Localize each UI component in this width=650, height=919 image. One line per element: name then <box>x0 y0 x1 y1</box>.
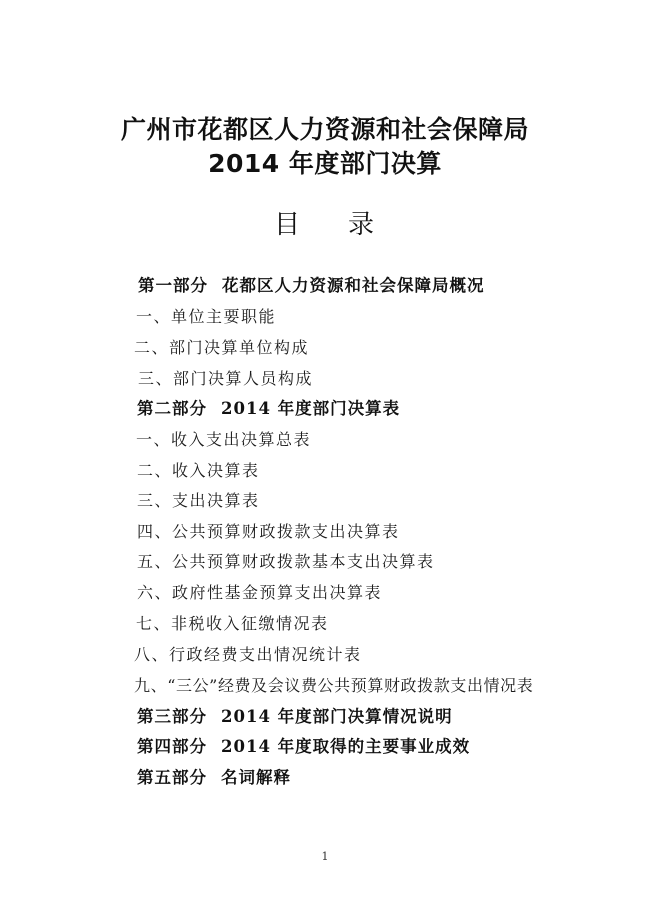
toc-item: 五、公共预算财政拨款基本支出决算表 <box>137 552 435 571</box>
toc-item: 四、公共预算财政拨款支出决算表 <box>137 522 400 541</box>
toc-heading-left: 目 <box>273 210 302 240</box>
page-number: 1 <box>321 850 329 863</box>
toc-item: 八、行政经费支出情况统计表 <box>134 645 362 664</box>
toc-part-5-label: 第五部分 <box>137 768 207 787</box>
toc-part-1-title: 花都区人力资源和社会保障局概况 <box>222 276 485 295</box>
toc-part-5 <box>137 768 291 788</box>
toc-item: 七、非税收入征缴情况表 <box>136 614 329 633</box>
toc-part-4-label: 第四部分 <box>137 737 207 756</box>
toc-part-2-label: 第二部分 <box>137 399 207 418</box>
toc-item: 三、支出决算表 <box>137 491 260 510</box>
toc-part-2-title: 2014 年度部门决算表 <box>221 399 401 418</box>
toc-heading-right: 录 <box>348 210 377 240</box>
toc-part-3 <box>137 707 453 727</box>
toc-part-1-label: 第一部分 <box>138 276 208 295</box>
toc-part-1 <box>138 276 485 296</box>
toc-part-3-label: 第三部分 <box>137 707 207 726</box>
toc-part-2 <box>137 399 400 419</box>
toc-part-3-title: 2014 年度部门决算情况说明 <box>221 707 453 726</box>
toc-part-5-title: 名词解释 <box>221 768 291 787</box>
toc-item: 二、部门决算单位构成 <box>134 338 310 357</box>
toc-item: 一、收入支出决算总表 <box>136 430 312 449</box>
toc-item: 二、收入决算表 <box>137 461 260 480</box>
toc-part-4-title: 2014 年度取得的主要事业成效 <box>221 737 471 756</box>
toc-item: 九、“三公”经费及会议费公共预算财政拨款支出情况表 <box>134 676 534 695</box>
toc-item: 一、单位主要职能 <box>136 307 277 326</box>
document-title-line1: 广州市花都区人力资源和社会保障局 <box>120 115 529 144</box>
toc-item: 六、政府性基金预算支出决算表 <box>137 583 383 602</box>
document-title-line2: 2014 年度部门决算 <box>208 149 442 178</box>
toc-part-4 <box>137 737 470 757</box>
toc-item: 三、部门决算人员构成 <box>138 369 314 388</box>
